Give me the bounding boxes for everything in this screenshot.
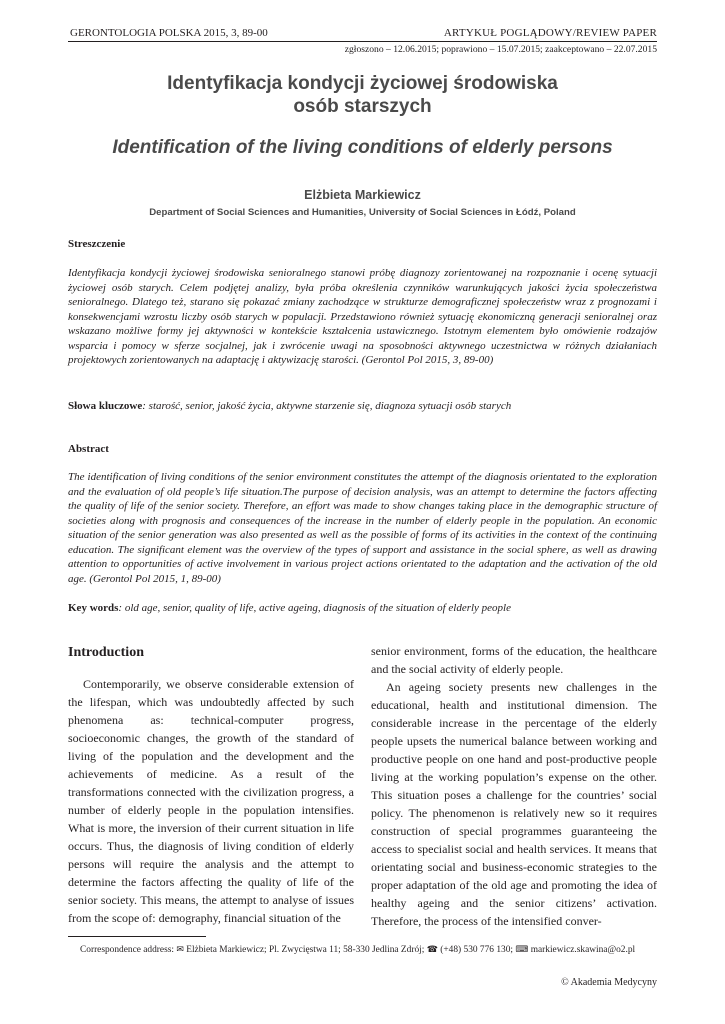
copyright: © Akademia Medycyny	[561, 977, 657, 988]
key-words-text: : old age, senior, quality of life, active ageing, diagnosis of the situation of elderly people	[118, 602, 512, 614]
introduction-heading: Introduction	[68, 645, 144, 660]
journal-header: GERONTOLOGIA POLSKA 2015, 3, 89-00	[70, 27, 268, 39]
intro-paragraph-continued: senior environment, forms of the education, the healthcare and the social activity of elderly people.	[371, 644, 657, 676]
email-icon: ⌨	[515, 945, 529, 955]
abstract-text: The identification of living conditions of the senior environment constitutes the attempt of the diagnosis orientated to the exploration and the evaluation of old people’s life situation.The purpose of decision analysis, was an attempt to determine the factors affecting the quality of life of the senior society. Therefore, an effort was made to show changes taking place in the demographic structure of societies along with prognosis and consequences of the increase in the number of elderly people in the population. An economic situation of the senior generation was also presented as well as the possible of forms of its activities in the context of the continuing education. The significant element was the overview of the types of support and assistance in the social sphere, as well as drawing attention to opportunities of active involvement in various project actions orientated to the adaptation and the activation of the old age. (Gerontol Pol 2015, 1, 89-00)	[68, 471, 657, 585]
right-column	[371, 642, 657, 930]
correspondence-prefix: Correspondence address:	[80, 945, 174, 955]
article-type: ARTYKUŁ POGLĄDOWY/REVIEW PAPER	[443, 27, 657, 39]
correspondence-email[interactable]: markiewicz.skawina@o2.pl	[530, 945, 636, 955]
correspondence-footnote	[80, 945, 635, 955]
phone-icon: ☎	[426, 945, 438, 955]
abstract-heading: Abstract	[68, 443, 109, 455]
envelope-icon: ✉	[176, 945, 184, 955]
slowa-kluczowe-text: : starość, senior, jakość życia, aktywne starzenie się, diagnoza sytuacji osób starych	[142, 400, 512, 412]
title-polish	[60, 72, 665, 118]
streszczenie-heading: Streszczenie	[68, 238, 126, 250]
submission-dates: zgłoszono – 12.06.2015; poprawiono – 15.07.2015; zaakceptowano – 22.07.2015	[344, 44, 657, 55]
key-words-label: Key words	[68, 602, 119, 614]
title-polish-line2: osób starszych	[293, 96, 432, 117]
left-column	[68, 675, 354, 927]
key-words	[68, 601, 657, 615]
title-polish-line1: Identyfikacja kondycji życiowej środowiska	[167, 73, 558, 94]
correspondence-address: Elżbieta Markiewicz; Pl. Zwycięstwa 11; 58-330 Jedlina Zdrój;	[186, 945, 425, 955]
intro-paragraph-2: An ageing society presents new challenges in the educational, health and institutional dimension. The considerable increase in the percentage of the elderly people upsets the numerical balance between working and productive people on one hand and post-productive people living at the working population’s expense on the other. This situation poses a challenge for the countries’ social policy. The phenomenon is relatively new so it requires construction of special programmes guaranteeing the access to specialist social and health services. It means that orientating social and business-economic strategies to the proper adaptation of the old age and promoting the idea of healthy ageing and the senior citizens’ activation. Therefore, the process of the intensified conver-	[371, 680, 657, 928]
slowa-kluczowe-label: Słowa kluczowe	[68, 400, 143, 412]
intro-paragraph-1: Contemporarily, we observe considerable extension of the lifespan, which was undoubtedly affected by such phenomena as: technical-computer progress, socioeconomic changes, the growth of the standard of living of the population and the development and the achievements of medicine. As a result of the transformations connected with the civilization progress, a number of elderly people in the population intensifies. What is more, the inversion of their current situation in life occurs. Thus, the diagnosis of living condition of elderly persons will require the analysis and the attempt to determine the factors affecting the quality of life of the senior society. This means, the attempt to analyse of issues from the scope of: demography, financial situation of the	[68, 677, 354, 925]
streszczenie-text: Identyfikacja kondycji życiowej środowiska senioralnego stanowi próbę diagnozy zorientowanej na rozpoznanie i ocenę sytuacji życiowej osób starych. Celem podjętej analizy, była próba określenia czynników warunkujących jakości życia społeczeństwa senioralnego. Dlatego też, starano się pokazać zmiany zachodzące w strukturze demograficznej społeczeństw wraz z prognozami i konsekwencjami wzrostu liczby osób starych w populacji. Przedstawiono również sytuację ekonomiczną generacji senioralnej oraz wskazano możliwe formy jej aktywności w kontekście kształcenia ustawicznego. Istotnym elementem było omówienie rodzajów wsparcia i pomocy w sferze socjalnej, jak i zwrócenie uwagi na sposobności aktywnego uczestnictwa w różnych działaniach projektowych zorientowanych na adaptację i aktywizację starości. (Gerontol Pol 2015, 3, 89-00)	[68, 267, 657, 366]
author-affiliation: Department of Social Sciences and Humanities, University of Social Sciences in Łódź, Poland	[149, 207, 576, 218]
correspondence-phone: (+48) 530 776 130;	[440, 945, 513, 955]
slowa-kluczowe	[68, 399, 657, 413]
author-name: Elżbieta Markiewicz	[304, 188, 421, 202]
footnote-divider	[68, 936, 206, 937]
header-divider	[68, 41, 657, 42]
title-english: Identification of the living conditions of elderly persons	[112, 137, 613, 158]
